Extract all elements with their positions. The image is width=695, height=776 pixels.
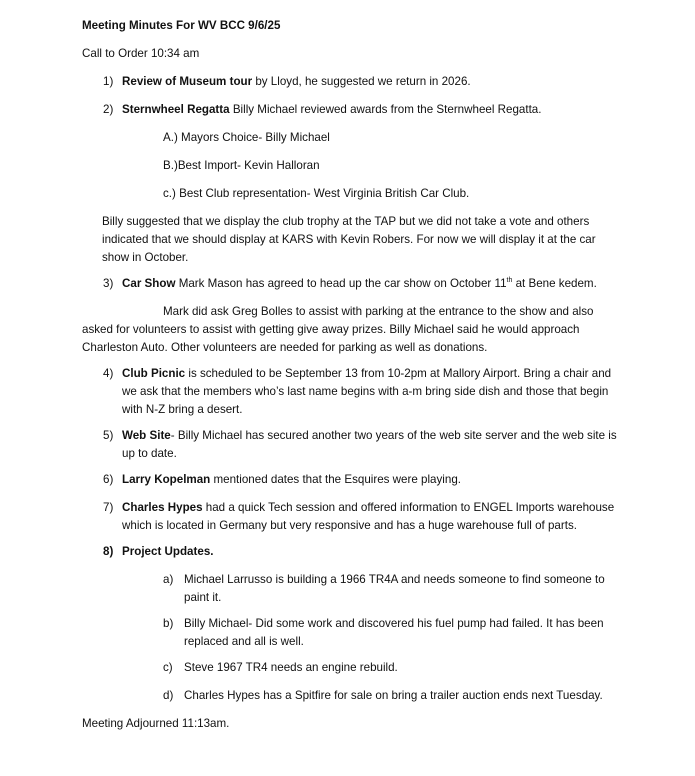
- update-letter: b): [163, 617, 174, 630]
- call-to-order: Call to Order 10:34 am: [82, 47, 200, 60]
- item-number: 8): [103, 545, 114, 558]
- update-steve: Steve 1967 TR4 needs an engine rebuild.: [184, 661, 398, 674]
- item-number: 7): [103, 501, 114, 514]
- document-title: Meeting Minutes For WV BCC 9/6/25: [82, 19, 281, 32]
- item-web-site: Web Site- Billy Michael has secured another two years of the web site server and the web site is: [122, 429, 617, 442]
- item-charles-hypes: Charles Hypes had a quick Tech session and offered information to ENGEL Imports warehouse: [122, 501, 615, 514]
- item-project-updates: Project Updates.: [122, 545, 214, 558]
- club-picnic-line: with N-Z bring a desert.: [122, 403, 243, 416]
- item-larry-kopelman: Larry Kopelman mentioned dates that the Esquires were playing.: [122, 473, 461, 486]
- car-show-note-line: Mark did ask Greg Bolles to assist with parking at the entrance to the show and also: [163, 305, 594, 318]
- award-best-club: c.) Best Club representation- West Virginia British Car Club.: [163, 187, 470, 200]
- item-sternwheel-regatta: Sternwheel Regatta Billy Michael reviewed awards from the Sternwheel Regatta.: [122, 103, 542, 116]
- item-number: 5): [103, 429, 114, 442]
- update-line: paint it.: [184, 591, 222, 604]
- regatta-note-line: indicated that we should display at KARS with Kevin Robers. For now we will display it at the car: [102, 233, 596, 246]
- item-number: 4): [103, 367, 114, 380]
- item-number: 2): [103, 103, 114, 116]
- update-letter: d): [163, 689, 174, 702]
- update-line: replaced and all is well.: [184, 635, 304, 648]
- item-review-museum-tour: Review of Museum tour by Lloyd, he suggested we return in 2026.: [122, 75, 471, 88]
- regatta-note-line: show in October.: [102, 251, 189, 264]
- item-number: 6): [103, 473, 114, 486]
- meeting-adjourned: Meeting Adjourned 11:13am.: [82, 717, 230, 730]
- car-show-note-line: asked for volunteers to assist with getting give away prizes. Billy Michael said he would approach: [82, 323, 580, 336]
- award-best-import: B.)Best Import- Kevin Halloran: [163, 159, 320, 172]
- update-billy-michael: Billy Michael- Did some work and discovered his fuel pump had failed. It has been: [184, 617, 604, 630]
- item-number: 1): [103, 75, 114, 88]
- charles-hypes-line: which is located in Germany but very responsive and has a huge warehouse full of parts.: [122, 519, 577, 532]
- club-picnic-line: we ask that the members who’s last name begins with a-m bring side dish and those that begin: [122, 385, 609, 398]
- update-michael-larrusso: Michael Larrusso is building a 1966 TR4A and needs someone to find someone to: [184, 573, 605, 586]
- item-number: 3): [103, 277, 114, 290]
- item-club-picnic: Club Picnic is scheduled to be September 13 from 10-2pm at Mallory Airport. Bring a chair and: [122, 367, 612, 380]
- update-letter: a): [163, 573, 174, 586]
- update-letter: c): [163, 661, 173, 674]
- award-mayors-choice: A.) Mayors Choice- Billy Michael: [163, 131, 330, 144]
- regatta-note-line: Billy suggested that we display the club trophy at the TAP but we did not take a vote and others: [102, 215, 590, 228]
- car-show-note-line: Charleston Auto. Other volunteers are needed for parking as well as donations.: [82, 341, 488, 354]
- update-charles-hypes: Charles Hypes has a Spitfire for sale on bring a trailer auction ends next Tuesday.: [184, 689, 603, 702]
- web-site-line: up to date.: [122, 447, 177, 460]
- item-car-show: Car Show Mark Mason has agreed to head up the car show on October 11th at Bene kedem.: [122, 277, 597, 290]
